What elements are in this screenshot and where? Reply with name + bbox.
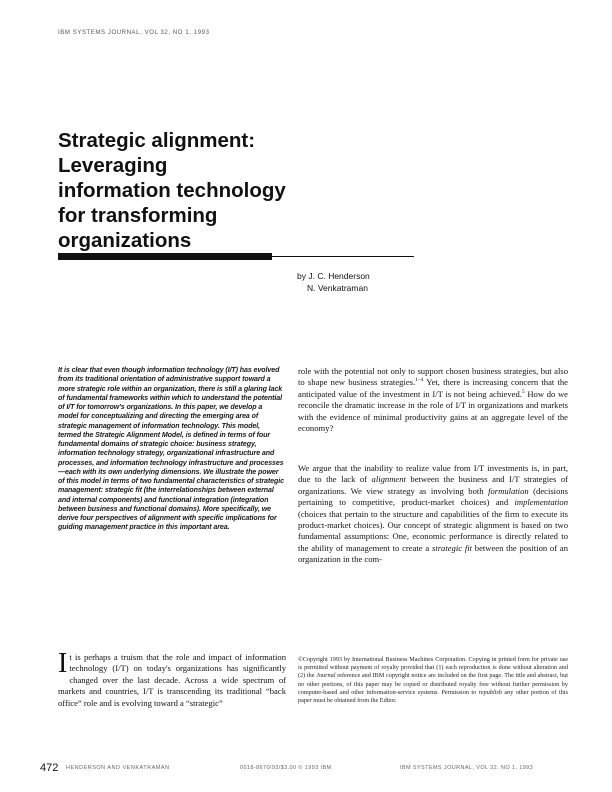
text-run: (decisions pertaining to competitive, product-market choices) and bbox=[298, 485, 569, 508]
title-line: organizations bbox=[58, 229, 192, 252]
footer-issn: 0018-8670/93/$3.00 © 1993 IBM bbox=[240, 765, 332, 771]
title-line: information technology bbox=[58, 179, 286, 202]
article-title bbox=[58, 128, 378, 253]
citation: 1–4 bbox=[415, 377, 424, 384]
author-name: J. C. Henderson bbox=[308, 271, 370, 281]
copyright-notice bbox=[298, 656, 568, 705]
title-rule-thin bbox=[272, 256, 414, 257]
emphasis: republish bbox=[478, 688, 502, 696]
page-number: 472 bbox=[40, 762, 59, 774]
title-line: Strategic alignment: bbox=[58, 129, 256, 152]
text-run: role with the potential not only to support chosen business strategies, but also to shape new business strategies. bbox=[298, 366, 568, 388]
intro-paragraph bbox=[58, 648, 286, 709]
emphasis: formulation bbox=[488, 485, 529, 496]
page-footer bbox=[0, 762, 612, 778]
title-rule-thick bbox=[58, 253, 272, 260]
author-prefix: by bbox=[297, 271, 306, 281]
author-name: N. Venkatraman bbox=[307, 283, 368, 293]
author-line bbox=[297, 282, 370, 294]
emphasis: implementation bbox=[514, 497, 568, 508]
footer-authors: HENDERSON AND VENKATRAMAN bbox=[66, 765, 170, 771]
running-head: IBM SYSTEMS JOURNAL, VOL 32, NO 1, 1993 bbox=[58, 30, 210, 36]
emphasis: Journal bbox=[316, 672, 336, 680]
text-run: between the business and I/T strategies of organizations. We view strategy as involving both bbox=[298, 474, 568, 496]
text-run: t is perhaps a truism that the role and impact of information technology (I/T) on today's organizations has significantly changed over the last decade. Across a wide spectrum of markets and countries, I/T is transcending its traditional “back office” role and is evolving toward a “strategic” bbox=[58, 652, 286, 708]
text-run: reference and IBM copyright notice are included on the first page. The title and abstract, but no other portions, of this paper may be copied or distributed royalty free without further permission by computer-based and other information-service systems. Permission to bbox=[298, 672, 568, 696]
title-line: for transforming bbox=[58, 204, 218, 227]
drop-cap: I bbox=[58, 648, 68, 679]
title-line: Leveraging bbox=[58, 154, 168, 177]
text-run: We argue that the inability to realize value from I/T investments is, in part, due to the lack of bbox=[298, 463, 568, 485]
text-run: (choices that pertain to the structure and capabilities of the firm to execute its product-market choices). Our concept of strategic alignment is based on two fundamental assumptions: One, economic performance is directly related to the ability of management to create a bbox=[298, 508, 568, 553]
text-run: How do we reconcile the dramatic increase in the role of I/T in organizations and markets with the evidence of minimal productivity gains at an aggregate level of the economy? bbox=[298, 388, 568, 434]
emphasis: strategic fit bbox=[431, 542, 472, 553]
abstract: It is clear that even though information technology (I/T) has evolved from its traditional orientation of administrative support toward a more strategic role within an organization, there is still a glaring lack of fundamental frameworks within which to understand the potential of I/T for tomorrow's organizations. In this paper, we develop a model for conceptualizing and directing the emerging area of strategic management of information technology. This model, termed the Strategic Alignment Model, is defined in terms of four fundamental domains of strategic choice: business strategy, information technology strategy, organizational infrastructure and processes, and information technology infrastructure and processes—each with its own underlying dimensions. We illustrate the power of this model in terms of two fundamental characteristics of strategic management: strategic fit (the interrelationships between external and internal components) and functional integration (integration between business and functional domains). More specifically, we derive four perspectives of alignment with specific implications for guiding management practice in this important area. bbox=[58, 366, 284, 532]
body-paragraph-1 bbox=[298, 366, 568, 434]
author-byline bbox=[297, 270, 370, 294]
text-run: Yet, there is increasing concern that the anticipated value of the investment in I/T is not being achieved. bbox=[298, 377, 569, 399]
text-run: between the position of an organization in the com- bbox=[298, 542, 568, 565]
footer-journal: IBM SYSTEMS JOURNAL, VOL 32, NO 1, 1993 bbox=[400, 765, 534, 771]
body-paragraph-2 bbox=[298, 463, 568, 566]
text-run: any other portion of this paper must be obtained from the Editor. bbox=[298, 688, 568, 705]
emphasis: alignment bbox=[371, 474, 406, 485]
author-line bbox=[297, 270, 370, 282]
citation: 5 bbox=[521, 388, 525, 395]
text-run: ©Copyright 1993 by International Business Machines Corporation. Copying in printed form for private use is permitted without payment of royalty provided that (1) each reproduction is done without alteration and (2) the bbox=[298, 656, 568, 680]
